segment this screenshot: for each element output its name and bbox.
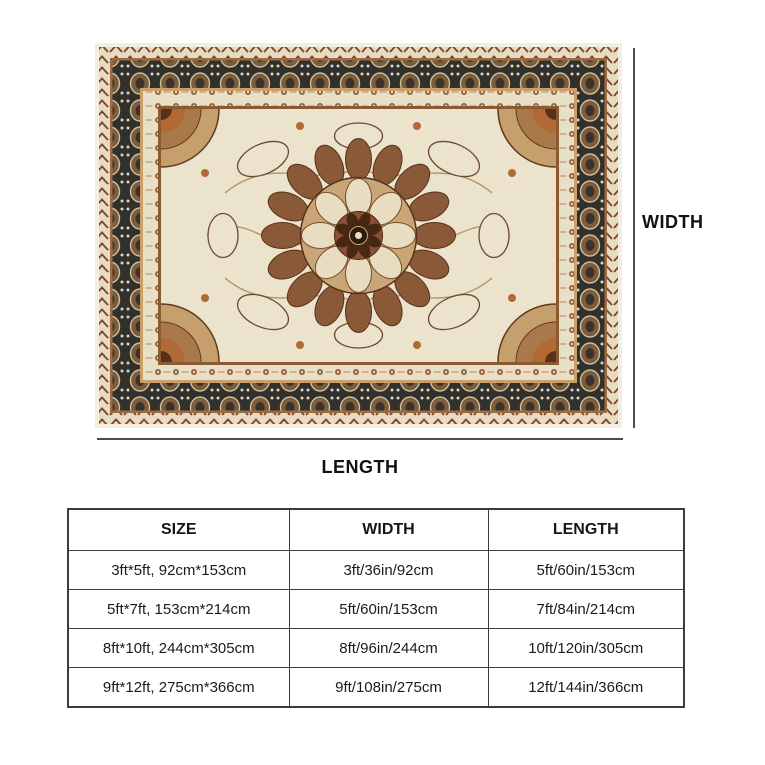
column-header-length: LENGTH	[488, 509, 684, 551]
table-row	[68, 590, 684, 629]
size-cell: 8ft*10ft, 244cm*305cm	[68, 629, 289, 668]
size-cell: 9ft*12ft, 275cm*366cm	[68, 668, 289, 708]
length-cell: 12ft/144in/366cm	[488, 668, 684, 708]
length-cell: 7ft/84in/214cm	[488, 590, 684, 629]
length-dimension-label: LENGTH	[321, 457, 399, 477]
width-cell: 8ft/96in/244cm	[289, 629, 488, 668]
length-measure-line	[97, 438, 623, 440]
rug-photo	[95, 43, 622, 428]
rug-medallion	[262, 139, 456, 333]
width-cell: 3ft/36in/92cm	[289, 551, 488, 590]
size-cell: 3ft*5ft, 92cm*153cm	[68, 551, 289, 590]
rug-image	[95, 43, 622, 428]
table-header-row	[68, 509, 684, 551]
table-row	[68, 629, 684, 668]
size-chart-table	[67, 508, 685, 708]
length-cell: 10ft/120in/305cm	[488, 629, 684, 668]
width-dimension-label: WIDTH	[642, 212, 704, 232]
column-header-width: WIDTH	[289, 509, 488, 551]
column-header-size: SIZE	[68, 509, 289, 551]
size-cell: 5ft*7ft, 153cm*214cm	[68, 590, 289, 629]
width-cell: 9ft/108in/275cm	[289, 668, 488, 708]
table-row	[68, 668, 684, 708]
width-measure-line	[633, 48, 635, 428]
width-cell: 5ft/60in/153cm	[289, 590, 488, 629]
length-cell: 5ft/60in/153cm	[488, 551, 684, 590]
table-row	[68, 551, 684, 590]
length-dimension-label-row	[97, 457, 623, 478]
